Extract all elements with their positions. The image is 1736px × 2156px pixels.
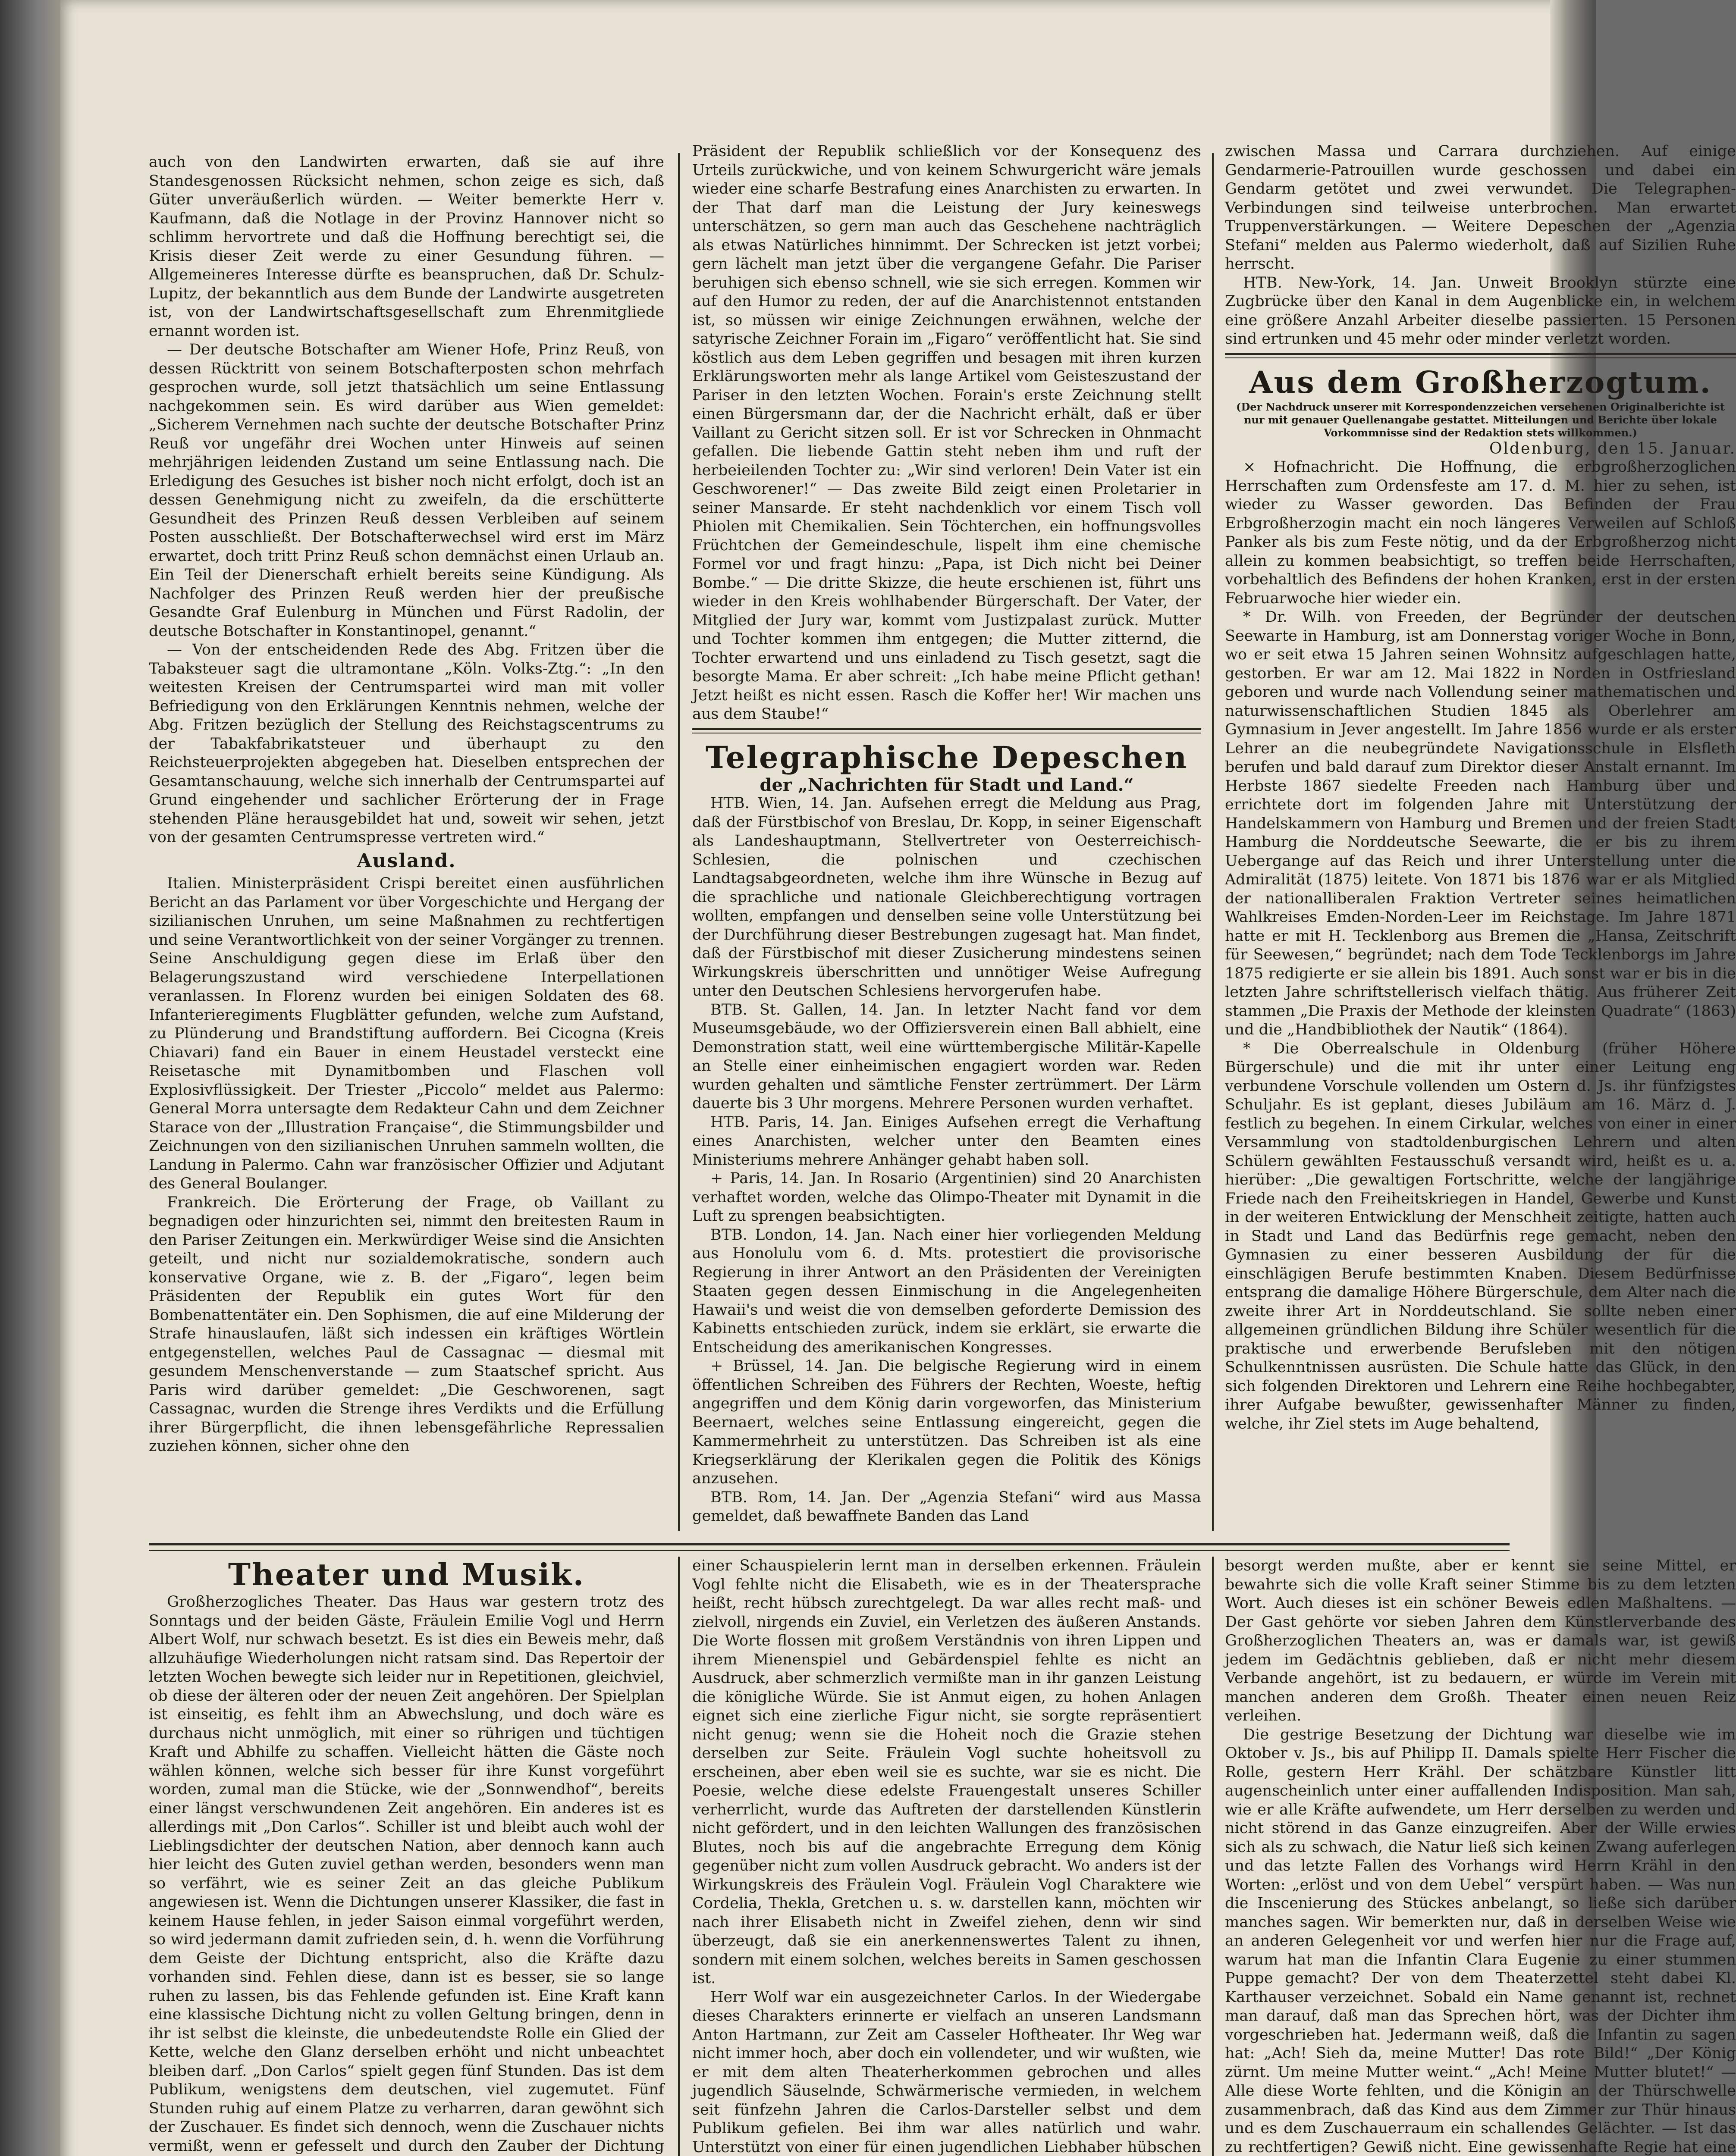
- section-title: Telegraphische Depeschen: [705, 739, 1188, 775]
- section-separator-top: [149, 1543, 1510, 1545]
- column-divider: [1212, 1557, 1214, 2156]
- article-paragraph: * Dr. Wilh. von Freeden, der Begründer der deutschen Seewarte in Hamburg, ist am Donnerstag voriger Woche in Bonn, wo er seit etwa 15 Jahren seinen Wohnsitz aufgeschlagen hatte, gestorben. Er war am 12. Mai 1822 in Norden in Ostfriesland geboren und wurde nach Vollendung seiner mathematischen und naturwissenschaftlichen Studien 1845 als Oberlehrer am Gymnasium in Jever angestellt. Im Jahre 1856 wurde er als erster Lehrer an die neubegründete Navigationsschule in Elsfleth berufen und bald darauf zum Direktor dieser Anstalt ernannt. Im Herbste 1867 siedelte Freeden nach Hamburg über und errichtete dort im folgenden Jahre mit Unterstützung der Handelskammern von Hamburg und Bremen und der freien Stadt Hamburg die Norddeutsche Seewarte, die er bis zu ihrem Uebergange auf das Reich und ihrer Unterstellung unter die Admiralität (1875) leitete. Von 1871 bis 1876 war er als Mitglied der nationalliberalen Fraktion Vertreter seines heimatlichen Wahlkreises Emden-Norden-Leer im Reichstage. Im Jahre 1871 hatte er mit H. Tecklenborg aus Bremen die „Hansa, Zeitschrift für Seewesen,“ begründet; nach dem Tode Tecklenborgs im Jahre 1875 redigierte er sie allein bis 1891. Auch sonst war er bis in die letzten Jahre schriftstellerisch vielfach thätig. Aus früherer Zeit stammen „Die Praxis der Methode der kleinsten Quadrate“ (1863) und die „Handbibliothek der Nautik“ (1864).: [1225, 608, 1736, 1038]
- section-title: Aus dem Großherzogtum.: [1249, 364, 1712, 400]
- column-bottom-1: [149, 1557, 664, 2156]
- article-paragraph: HTB. Paris, 14. Jan. Einiges Aufsehen erregt die Verhaftung eines Anarchisten, welcher unter den Beamten eines Ministeriums mehrere Anhänger gehabt haben soll.: [692, 1113, 1201, 1169]
- article-paragraph: + Brüssel, 14. Jan. Die belgische Regierung wird in einem öffentlichen Schreiben des Führers der Rechten, Woeste, heftig angegriffen und dem König darin vorgeworfen, das Ministerium Beernaert, welches seine Entlassung eingereicht, gegen die Kammermehrheit zu unterstützen. Das Schreiben ist als eine Kriegserklärung der Klerikalen gegen die Politik des Königs anzusehen.: [692, 1357, 1201, 1487]
- article-paragraph: besorgt werden mußte, aber er kennt sie seine Mittel, er bewahrte sich die volle Kraft seiner Stimme bis zu dem letzten Wort. Auch dieses ist ein schöner Beweis edlen Maßhaltens. — Der Gast gehörte vor sieben Jahren dem Künstlerverbande des Großherzoglichen Theaters an, was er damals war, ist gewiß jedem im Gedächtnis geblieben, daß er nicht mehr diesem Verbande angehört, ist zu bedauern, er würde im Verein mit manchen anderen dem Großh. Theater einen neuen Reiz verleihen.: [1225, 1557, 1736, 1724]
- column-bottom-3: [1225, 1557, 1736, 2156]
- article-paragraph: Die gestrige Besetzung der Dichtung war dieselbe wie im Oktober v. Js., bis auf Philipp II. Damals spielte Herr Fischer die Rolle, gestern Herr Krähl. Der schätzbare Künstler litt augenscheinlich unter einer auffallenden Indisposition. Man sah, wie er alle Kräfte aufwendete, um Herr derselben zu werden und nicht störend in das Ganze einzugreifen. Aber der Wille erwies sich als zu schwach, die Natur ließ sich keinen Zwang auferlegen und das letzte Fallen des Vorhangs wird Herrn Krähl in den Worten: „erlöst und von dem Uebel“ verspürt haben. — Was nun die Inscenierung des Stückes anbelangt, so ließe sich darüber manches sagen. Wir bemerkten nur, daß in derselben Weise wie an anderen Gelegenheit vor und werfen hier nur die Frage auf, warum hat man die Infantin Clara Eugenie zu einer stummen Puppe gemacht? Der von dem Theaterzettel steht dabei Kl. Karthauser verzeichnet. Sobald ein Name genannt ist, rechnet man darauf, daß man das Sprechen hört, was der Dichter ihm vorgeschrieben hat. Jedermann weiß, daß die Infantin zu sagen hat: „Ach! Sieh da, meine Mutter! Das rote Bild!“ „Der König zürnt. Um meine Mutter weint.“ „Ach! Meine Mutter blutet!“ — Alle diese Worte fehlten, und die Königin an der Thürschwelle zusammenbrach, daß das Kind aus dem Zimmer zur Thür hinaus und es dem Zuschauerraum ein schallendes Gelächter. — Ist das zu rechtfertigen? Gewiß nicht. Eine gewissenhafte Regie hat eine: [1225, 1726, 1736, 2156]
- article-paragraph: + Paris, 14. Jan. In Rosario (Argentinien) sind 20 Anarchisten verhaftet worden, welche das Olimpo-Theater mit Dynamit in die Luft zu sprengen beabsichtigten.: [692, 1170, 1201, 1225]
- article-paragraph: HTB. Wien, 14. Jan. Aufsehen erregt die Meldung aus Prag, daß der Fürstbischof von Breslau, Dr. Kopp, in seiner Eigenschaft als Landeshauptmann, Stellvertreter von Oesterreichisch-Schlesien, die polnischen und czechischen Landtagsabgeordneten, welche ihm ihre Wünsche in Bezug auf die sprachliche und nationale Gleichberechtigung vortragen wollten, empfangen und denselben seine volle Unterstützung bei der Durchführung dieser Bestrebungen zugesagt hat. Man findet, daß der Fürstbischof mit dieser Zusicherung mindestens seinen Wirkungskreis überschritten und unnötiger Weise Aufregung unter den Deutschen Schlesiens hervorgerufen habe.: [692, 795, 1201, 1000]
- column-divider: [678, 1557, 680, 2156]
- article-paragraph: zwischen Massa und Carrara durchziehen. Auf einige Gendarmerie-Patrouillen wurde geschossen und dabei ein Gendarm getötet und zwei verwundet. Die Telegraphen-Verbindungen sind teilweise unterbrochen. Man erwartet Truppenverstärkungen. — Weitere Depeschen der „Agenzia Stefani“ melden aus Palermo wiederholt, daß auf Sizilien Ruhe herrscht.: [1225, 143, 1736, 273]
- section-heading: Ausland.: [357, 849, 456, 872]
- rule-divider: [692, 728, 1201, 733]
- article-paragraph: Frankreich. Die Erörterung der Frage, ob Vaillant zu begnadigen oder hinzurichten sei, nimmt den breitesten Raum in den Pariser Zeitungen ein. Merkwürdiger Weise sind die Ansichten geteilt, und nicht nur sozialdemokratische, sondern auch konservative Organe, wie z. B. der „Figaro“, legen beim Präsidenten der Republik ein gutes Wort für den Bombenattentäter ein. Den Sophismen, die auf eine Milderung der Strafe hinauslaufen, läßt sich indessen ein kräftiges Wörtlein entgegenstellen, welches Paul de Cassagnac — diesmal mit gesundem Menschenverstande — zum Staatschef spricht. Aus Paris wird darüber gemeldet: „Die Geschworenen, sagt Cassagnac, wurden die Strenge ihres Verdikts und die Erfüllung ihrer Bürgerpflicht, die ihnen lebensgefährliche Repressalien zuziehen können, sicher ohne den: [149, 1194, 664, 1455]
- section-title: Theater und Musik.: [228, 1557, 585, 1592]
- article-paragraph: — Von der entscheidenden Rede des Abg. Fritzen über die Tabaksteuer sagt die ultramontane „Köln. Volks-Ztg.“: „In den weitesten Kreisen der Centrumspartei wird man mit voller Befriedigung von den Erklärungen Kenntnis nehmen, welche der Abg. Fritzen bezüglich der Stellung des Reichstagscentrums zu der Tabakfabrikatsteuer und überhaupt zu den Reichsteuerprojekten abgegeben hat. Dieselben entsprechen der Gesamtanschauung, welche sich innerhalb der Centrumspartei auf Grund eingehender und sachlicher Erörterung der in Frage stehenden Pläne herausgebildet hat und, soweit wir sehen, jetzt von der gesamten Centrumspresse vertreten wird.“: [149, 641, 664, 846]
- column-bottom-2: [692, 1557, 1201, 2156]
- column-divider: [678, 153, 680, 1531]
- newspaper-page: [60, 0, 1736, 2156]
- column-top-1: [149, 153, 664, 1490]
- article-paragraph: BTB. London, 14. Jan. Nach einer hier vorliegenden Meldung aus Honolulu vom 6. d. Mts. protestiert die provisorische Regierung in ihrer Antwort an den Präsidenten der Vereinigten Staaten gegen dessen Einmischung in die Angelegenheiten Hawaii's und weist die von demselben geforderte Demission des Kabinetts entschieden zurück, indem sie erklärt, sie erwarte die Entscheidung des amerikanischen Kongresses.: [692, 1226, 1201, 1356]
- article-paragraph: Präsident der Republik schließlich vor der Konsequenz des Urteils zurückwiche, und von keinem Schwurgericht wäre jemals wieder eine scharfe Bestrafung eines Anarchisten zu erwarten. In der That darf man die Leistung der Jury keineswegs unterschätzen, so gern man auch das Geschehene nachträglich als etwas Natürliches hinnimmt. Der Schrecken ist jetzt vorbei; gern lächelt man jetzt über die vergangene Gefahr. Die Pariser beruhigen sich ebenso schnell, wie sie sich erregen. Kommen wir auf den Humor zu reden, der auf die Anarchistennot entstanden ist, so müssen wir einige Zeichnungen erwähnen, welche der satyrische Zeichner Forain im „Figaro“ veröffentlicht hat. Sie sind köstlich aus dem Leben gegriffen und besagen mit ihren kurzen Erklärungsworten mehr als lange Artikel vom Geisteszustand der Pariser in den letzten Wochen. Forain's erste Zeichnung stellt einen Bürgersmann dar, der die Nachricht erhält, daß er über Vaillant zu Gericht sitzen soll. Er ist vor Schrecken in Ohnmacht gefallen. Die liebende Gattin steht neben ihm und ruft der herbeieilenden Tochter zu: „Wir sind verloren! Dein Vater ist ein Geschworener!“ — Das zweite Bild zeigt einen Proletarier in seiner Mansarde. Er steht nachdenklich vor einem Tisch voll Phiolen mit Chemikalien. Sein Töchterchen, ein hoffnungsvolles Früchtchen der Gemeindeschule, lispelt ihm eine chemische Formel vor und fragt hinzu: „Papa, ist Dich nicht bei Deiner Bombe.“ — Die dritte Skizze, die heute erschienen ist, führt uns wieder in den Kreis wohlhabender Bürgerschaft. Der Vater, der Mitglied der Jury war, kommt vom Justizpalast zurück. Mutter und Tochter kommen ihm entgegen; die Mutter zitternd, die Tochter erwartend und uns einladend zu Tisch gesetzt, sagt die besorgte Mama. Er aber schreit: „Ich habe meine Pflicht gethan! Jetzt heißt es nicht essen. Rasch die Koffer her! Wir machen uns aus dem Staube!“: [692, 143, 1201, 723]
- reprint-notice: (Der Nachdruck unserer mit Korrespondenzzeichen versehenen Originalberichte ist nur mit genauer Quellenangabe gestattet. Mitteilungen und Berichte über lokale Vorkommnisse sind der Redaktion stets willkommen.): [1236, 400, 1725, 439]
- article-paragraph: Italien. Ministerpräsident Crispi bereitet einen ausführlichen Bericht an das Parlament vor über Vorgeschichte und Hergang der sizilianischen Unruhen, um seine Maßnahmen zu rechtfertigen und seine Verantwortlichkeit von der seiner Vorgänger zu trennen. Seine Anschuldigung gegen diese im Erlaß über den Belagerungszustand wird verschiedene Interpellationen veranlassen. In Florenz wurden bei einigen Soldaten des 68. Infanterieregiments Flugblätter gefunden, welche zum Aufstand, zu Plünderung und Brandstiftung auffordern. Bei Cicogna (Kreis Chiavari) fand ein Bauer in einem Heustadel versteckt eine Reisetasche mit Dynamitbomben und Flaschen voll Explosivflüssigkeit. Der Triester „Piccolo“ meldet aus Palermo: General Morra untersagte dem Redakteur Cahn und dem Zeichner Starace von der „Illustration Française“, die Stimmungsbilder und Zeichnungen von den sizilianischen Unruhen sammeln wollten, die Landung in Palermo. Cahn war französischer Offizier und Adjutant des General Boulanger.: [149, 875, 664, 1192]
- book-binding-shadow: [0, 0, 60, 2156]
- article-paragraph: einer Schauspielerin lernt man in derselben erkennen. Fräulein Vogl fehlte nicht die Elisabeth, wie es in der Theatersprache heißt, recht hübsch zurechtgelegt. Da war alles recht maß- und zielvoll, nirgends ein Zuviel, ein Verletzen des äußeren Anstands. Die Worte flossen mit großem Verständnis von ihren Lippen und ihrem Mienenspiel und Gebärdenspiel fehlte es nicht an Ausdruck, aber schmerzlich vermißte man in ihr ganzen Leistung die königliche Würde. Sie ist Anmut eigen, zu hohen Anlagen eignet sich eine zierliche Figur nicht, sie sorgte repräsentiert nicht genug; wenn sie die Hoheit noch die Grazie stehen derselben zur Seite. Fräulein Vogl suchte hoheitsvoll zu erscheinen, aber eben weil sie es suchte, war sie es nicht. Die Poesie, welche diese edelste Frauengestalt unseres Schiller verherrlicht, wurde das Auftreten der darstellenden Künstlerin nicht gefördert, und in den leichten Wallungen des französischen Blutes, noch bis auf die angebrachte Erregung dem König gegenüber nicht zum vollen Ausdruck gebracht. Wo anders ist der Wirkungskreis des Fräulein Vogl. Fräulein Vogl Charaktere wie Cordelia, Thekla, Gretchen u. s. w. darstellen kann, möchten wir nach ihrer Elisabeth nicht in Zweifel ziehen, denn wir sind überzeugt, daß sie ein anerkennenswertes Talent zu ihnen, sondern mit einem solchen, welches bereits in Samen geschossen ist.: [692, 1557, 1201, 1987]
- article-paragraph: — Der deutsche Botschafter am Wiener Hofe, Prinz Reuß, von dessen Rücktritt von seinem Botschafterposten schon mehrfach gesprochen wurde, soll jetzt thatsächlich um seine Entlassung nachgekommen sein. Es wird darüber aus Wien gemeldet: „Sicherem Vernehmen nach suchte der deutsche Botschafter Prinz Reuß vor ungefähr drei Wochen unter Hinweis auf seinen mehrjährigen leidenden Zustand um seine Entlassung nach. Die Erledigung des Gesuches ist bisher noch nicht erfolgt, doch ist an dessen Genehmigung nicht zu zweifeln, da die erschütterte Gesundheit des Prinzen Reuß dessen Verbleiben auf seinem Posten ausschließt. Der Botschafterwechsel wird erst im März erwartet, doch tritt Prinz Reuß schon demnächst einen Urlaub an. Ein Teil der Dienerschaft erhielt bereits seine Kündigung. Als Nachfolger des Prinzen Reuß werden hier der preußische Gesandte Graf Eulenburg in München und Fürst Radolin, der deutsche Botschafter in Konstantinopel, genannt.“: [149, 341, 664, 640]
- column-top-3: [1225, 142, 1736, 1531]
- section-separator-bottom: [149, 1550, 1510, 1551]
- section-subtitle: der „Nachrichten für Stadt und Land.“: [760, 774, 1134, 795]
- column-divider: [1212, 153, 1214, 1531]
- article-paragraph: HTB. New-York, 14. Jan. Unweit Brooklyn stürzte eine Zugbrücke über den Kanal in dem Augenblicke ein, in welchem eine größere Anzahl Arbeiter dieselbe passierten. 15 Personen sind ertrunken und 45 mehr oder minder verletzt worden.: [1225, 274, 1736, 348]
- column-top-2: [692, 142, 1201, 1531]
- article-paragraph: × Hofnachricht. Die Hoffnung, die erbgroßherzoglichen Herrschaften zum Ordensfeste am 17. d. M. hier zu sehen, ist wieder zu Wasser geworden. Das Befinden der Frau Erbgroßherzogin macht ein noch längeres Verweilen auf Schloß Panker als bis zum Feste nötig, und da der Erbgroßherzog nicht allein zu kommen beabsichtigt, so treffen beide Herrschaften, vorbehaltlich des Befindens der hohen Kranken, erst in der ersten Februarwoche hier wieder ein.: [1225, 458, 1736, 607]
- article-paragraph: Herr Wolf war ein ausgezeichneter Carlos. In der Wiedergabe dieses Charakters erinnerte er vielfach an unseren Landsmann Anton Hartmann, zur Zeit am Casseler Hoftheater. Ihr Weg war nicht immer hoch, aber doch ein vollendeter, und wir wußten, wie er mit dem alten Theaterherkommen gebrochen und alles jugendlich Säuselnde, Schwärmerische vermieden, in welchem seit fünfzehn Jahren die Carlos-Darsteller selbst und dem Publikum gefielen. Bei ihm war alles natürlich und wahr. Unterstützt von einer für einen jugendlichen Liebhaber hübschen: [692, 1988, 1201, 2156]
- dateline: Oldenburg, den 15. Januar.: [1489, 439, 1736, 458]
- article-paragraph: Großherzogliches Theater. Das Haus war gestern trotz des Sonntags und der beiden Gäste, Fräulein Emilie Vogl und Herrn Albert Wolf, nur schwach besetzt. Es ist dies ein Beweis mehr, daß allzuhäufige Wiederholungen nicht ratsam sind. Das Repertoir der letzten Wochen bewegte sich leider nur in Repetitionen, gleichviel, ob diese der älteren oder der neuen Zeit angehören. Der Spielplan ist einseitig, es fehlt ihm an Abwechslung, und doch wäre es durchaus nicht unmöglich, mit einer so rührigen und tüchtigen Kraft und Abhilfe zu schaffen. Vielleicht hätten die Gäste noch wählen können, welche sich besser für ihre Kunst vorgeführt worden, zumal man die Stücke, wie der „Sonnwendhof“, bereits einer längst verschwundenen Zeit angehören. Ein anderes ist es allerdings mit „Don Carlos“. Schiller ist und bleibt auch wohl der Lieblingsdichter der deutschen Nation, aber dennoch kann auch hier leicht des Guten zuviel gethan werden, besonders wenn man so verfährt, wie es seiner Zeit an das gleiche Publikum angewiesen ist. Wenn die Dichtungen unserer Klassiker, die fast in keinem Hause fehlen, in jeder Saison einmal vorgeführt werden, so wird jedermann damit zufrieden sein, d. h. wenn die Vorführung dem Geiste der Dichtung entspricht, also die Kräfte dazu vorhanden sind. Fehlen diese, dann ist es besser, sie so lange ruhen zu lassen, bis das Fehlende gefunden ist. Eine Kraft kann eine klassische Dichtung nicht zu vollen Geltung bringen, denn in ihr ist selbst die kleinste, die unbedeutendste Rolle ein Glied der Kette, welche den Glanz derselben erhöht und nicht unbeachtet bleiben darf. „Don Carlos“ spielt gegen fünf Stunden. Das ist dem Publikum, wenigstens dem deutschen, viel zugemutet. Fünf Stunden ruhig auf einem Platze zu verharren, daran gewöhnt sich der Zuschauer. Es findet sich dennoch, wenn die Zuschauer nichts vermißt, wenn er gefesselt und durch den Zauber der Dichtung: [149, 1593, 664, 2155]
- article-paragraph: BTB. St. Gallen, 14. Jan. In letzter Nacht fand vor dem Museumsgebäude, wo der Offiziersverein einen Ball abhielt, eine Demonstration statt, weil eine württembergische Militär-Kapelle an Stelle einer einheimischen engagiert worden war. Reden wurden gehalten und sämtliche Fenster zertrümmert. Der Lärm dauerte bis 3 Uhr morgens. Mehrere Personen wurden verhaftet.: [692, 1001, 1201, 1112]
- rule-divider: [1225, 353, 1736, 358]
- article-paragraph: auch von den Landwirten erwarten, daß sie auf ihre Standesgenossen Rücksicht nehmen, schon zeige es sich, daß Güter unveräußerlich würden. — Weiter bemerkte Herr v. Kaufmann, daß die Notlage in der Provinz Hannover nicht so schlimm hervortrete und daß die Hoffnung berechtigt sei, die Krisis dieser Zeit werde zu einer Gesundung führen. — Allgemeineres Interesse dürfte es beanspruchen, daß Dr. Schulz-Lupitz, der bekanntlich aus dem Bunde der Landwirte ausgetreten ist, von der Landwirtschaftsgesellschaft zum Ehrenmitgliede ernannt worden ist.: [149, 154, 664, 340]
- article-paragraph: BTB. Rom, 14. Jan. Der „Agenzia Stefani“ wird aus Massa gemeldet, daß bewaffnete Banden das Land: [692, 1489, 1201, 1525]
- article-paragraph: * Die Oberrealschule in Oldenburg (früher Höhere Bürgerschule) und die mit ihr unter einer Leitung eng verbundene Vorschule vollenden um Ostern d. Js. ihr fünfzigstes Schuljahr. Es ist geplant, dieses Jubiläum am 16. März d. J. festlich zu begehen. In einem Cirkular, welches von einer in einer Versammlung von stadtoldenburgischen Lehrern und alten Schülern gewählten Festausschuß versandt wird, heißt es u. a. hierüber: „Die gewaltigen Fortschritte, welche der langjährige Friede nach den Freiheitskriegen in Handel, Gewerbe und Kunst in der weiteren Entwicklung der Menschheit zeitigte, hatten auch in Stadt und Land das Bedürfnis rege gemacht, neben den Gymnasien zu einer besseren Ausbildung der für die einschlägigen Berufe bestimmten Knaben. Diesem Bedürfnisse entsprang die damalige Höhere Bürgerschule, dem Alter nach die zweite ihrer Art in Norddeutschland. Sie sollte neben einer allgemeinen gründlichen Bildung ihre Schüler wesentlich für die praktische und erwerbende Berufsleben mit den nötigen Schulkenntnissen ausrüsten. Die Schule hatte das Glück, in den sich folgenden Direktoren und Lehrern eine Reihe hochbegabter, ihrer Aufgabe bewußter, gewissenhafter Männer zu finden, welche, ihr Ziel stets im Auge behaltend,: [1225, 1040, 1736, 1432]
